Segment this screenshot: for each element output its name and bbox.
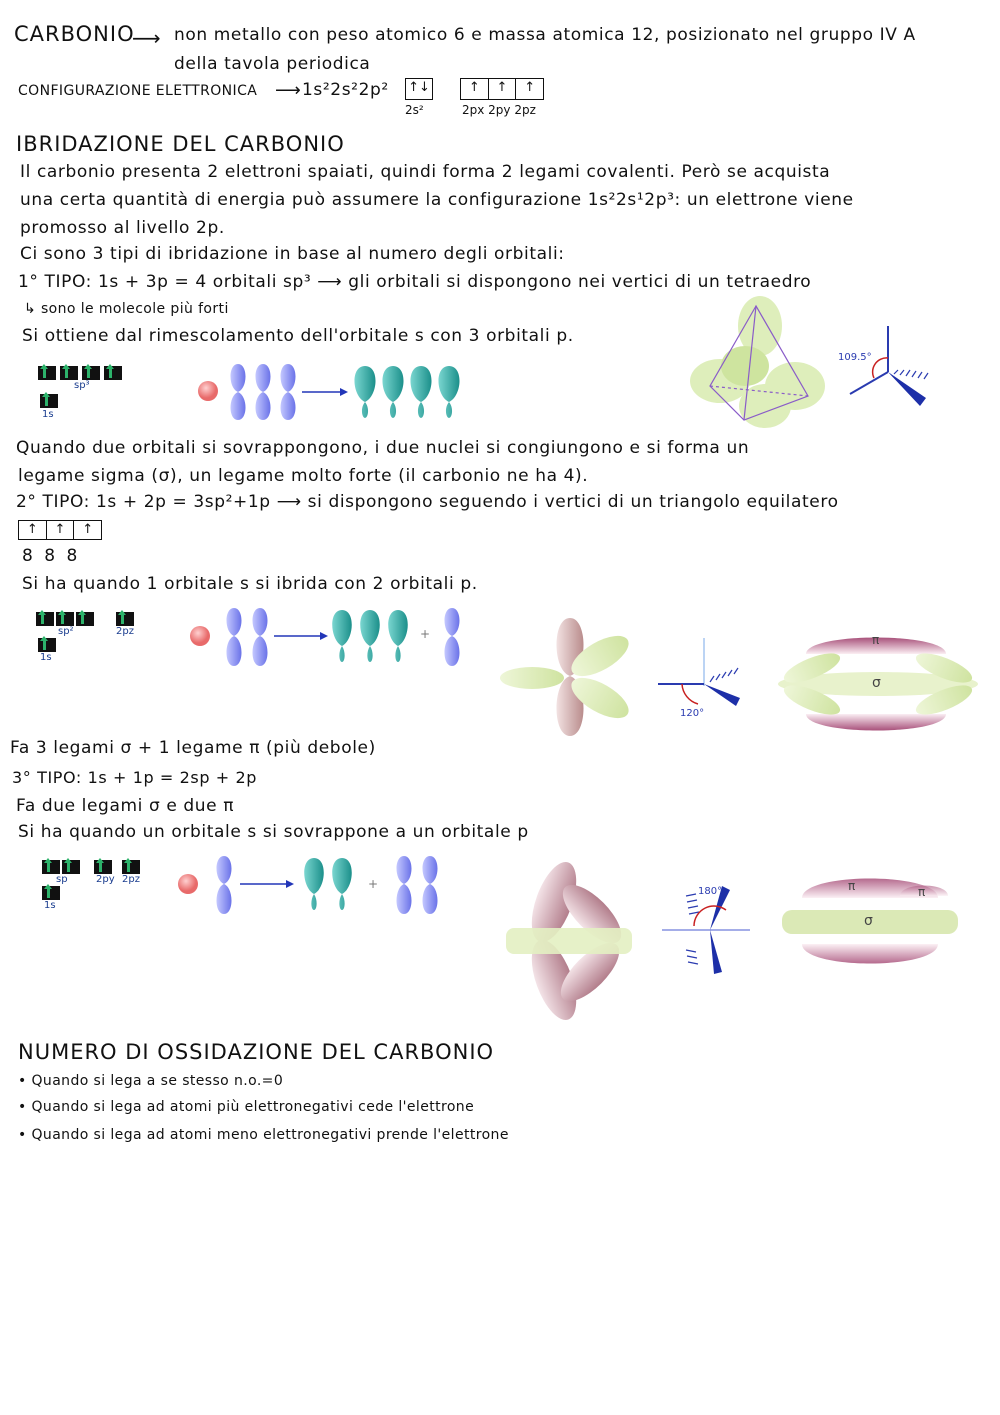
orbital-cell: ↑ (524, 80, 536, 95)
type3-line: 3° TIPO: 1s + 1p = 2sp + 2p (12, 768, 257, 787)
s1-label: 1s (40, 652, 52, 663)
angle-sp2-icon (656, 638, 756, 722)
orbital-cell-icon (122, 860, 140, 874)
section-title-oxidation: NUMERO DI OSSIDAZIONE DEL CARBONIO (18, 1040, 495, 1064)
orbital-box-2s (405, 78, 433, 100)
type3-description: Si ha quando un orbitale s si sovrappone a un orbitale p (18, 822, 529, 842)
config-label: CONFIGURAZIONE ELETTRONICA (18, 83, 258, 99)
sp-label: sp (56, 874, 68, 885)
pz-label: 2pz (116, 626, 134, 637)
sp3-hybridization-icon (190, 358, 470, 428)
orbital-cell-icon (36, 612, 54, 626)
intro-line-3: promosso al livello 2p. (20, 218, 225, 238)
section-title-hybridization: IBRIDAZIONE DEL CARBONIO (16, 132, 345, 156)
page-title: CARBONIO (14, 22, 135, 46)
orbital-cell-icon (60, 366, 78, 380)
arrow-icon: ⟶ (275, 80, 302, 101)
intro-line-2: una certa quantità di energia può assumere la configurazione 1s²2s¹2p³: un elettrone viene (20, 190, 854, 210)
orbital-cell-icon (40, 394, 58, 408)
type2-bonds: Fa 3 legami σ + 1 legame π (più debole) (10, 738, 376, 758)
orbital-cell: ↑ (461, 79, 489, 99)
sp-hybridization-icon (174, 852, 450, 918)
orbital-cell: ↑ (47, 521, 75, 539)
orbital-cell: ↑ (82, 522, 94, 537)
type2-shapes: 8 8 8 (22, 546, 81, 566)
angle-sp-label: 180° (698, 886, 723, 897)
type3-bonds: Fa due legami σ e due π (16, 796, 235, 816)
pi-symbol-label: π (918, 885, 926, 899)
orbital-cell-icon (62, 860, 80, 874)
angle-sp3-label: 109.5° (838, 352, 872, 363)
orbital-cell-icon (82, 366, 100, 380)
types-line: Ci sono 3 tipi di ibridazione in base al numero degli orbitali: (20, 244, 565, 264)
orbital-box-2p (460, 78, 544, 100)
orbital-cell: ↑ (19, 521, 47, 539)
orbital-label-2s: 2s² (405, 103, 424, 117)
type2-description: Si ha quando 1 orbitale s si ibrida con 2 orbitali p. (22, 574, 478, 594)
py-label: 2py (96, 874, 115, 885)
oxidation-item: • Quando si lega ad atomi meno elettronegativi prende l'elettrone (18, 1127, 509, 1143)
s1-label: 1s (44, 900, 56, 911)
plus-sign: + (368, 877, 379, 891)
linear-orbital-icon (504, 862, 634, 1022)
sp3-label: sp³ (74, 380, 90, 391)
pi-symbol-label: π (872, 633, 880, 647)
orbital-cell-icon (38, 366, 56, 380)
orbital-cell: ↑↓ (408, 80, 430, 95)
type1-line: 1° TIPO: 1s + 3p = 4 orbitali sp³ ⟶ gli orbitali si dispongono nei vertici di un tetraedro (18, 272, 812, 292)
orbital-cell: ↑ (489, 79, 517, 99)
sp2-label: sp² (58, 626, 74, 637)
orbital-cell-icon (42, 886, 60, 900)
oxidation-item: • Quando si lega ad atomi più elettronegativi cede l'elettrone (18, 1099, 475, 1115)
intro-line-1: Il carbonio presenta 2 elettroni spaiati, quindi forma 2 legami covalenti. Però se acquista (20, 162, 831, 182)
orbital-cell-icon (42, 860, 60, 874)
orbital-cell-icon (38, 638, 56, 652)
orbital-cell-icon (94, 860, 112, 874)
carbon-description-2: della tavola periodica (174, 54, 371, 74)
pi-symbol-label: π (848, 879, 856, 893)
trigonal-orbital-icon (500, 612, 636, 740)
config-value: 1s²2s²2p² (302, 80, 389, 100)
orbital-cell-icon (56, 612, 74, 626)
arrow-icon: ⟶ (132, 26, 162, 50)
type1-description: Si ottiene dal rimescolamento dell'orbitale s con 3 orbitali p. (22, 326, 574, 346)
angle-sp3-icon (834, 322, 944, 418)
type2-line: 2° TIPO: 1s + 2p = 3sp²+1p ⟶ si dispongono seguendo i vertici di un triangolo equilatero (16, 492, 839, 512)
sigma-symbol-label: σ (872, 675, 882, 691)
s1-label: 1s (42, 409, 54, 420)
type2-orbital-box (18, 520, 102, 540)
orbital-cell-icon (104, 366, 122, 380)
angle-sp2-label: 120° (680, 708, 705, 719)
type1-note: ↳ sono le molecole più forti (24, 301, 229, 317)
sigma-symbol-label: σ (864, 913, 874, 929)
orbital-cell-icon (76, 612, 94, 626)
orbital-label-2p: 2px 2py 2pz (462, 103, 536, 117)
sigma-line-2: legame sigma (σ), un legame molto forte (il carbonio ne ha 4). (18, 466, 589, 486)
tetrahedron-orbital-icon (690, 296, 830, 432)
carbon-description-1: non metallo con peso atomico 6 e massa atomica 12, posizionato nel gruppo IV A (174, 25, 916, 45)
orbital-cell-icon (116, 612, 134, 626)
pz-label: 2pz (122, 874, 140, 885)
plus-sign: + (420, 627, 431, 641)
sigma-line-1: Quando due orbitali si sovrappongono, i due nuclei si congiungono e si forma un (16, 438, 750, 458)
oxidation-item: • Quando si lega a se stesso n.o.=0 (18, 1073, 284, 1089)
